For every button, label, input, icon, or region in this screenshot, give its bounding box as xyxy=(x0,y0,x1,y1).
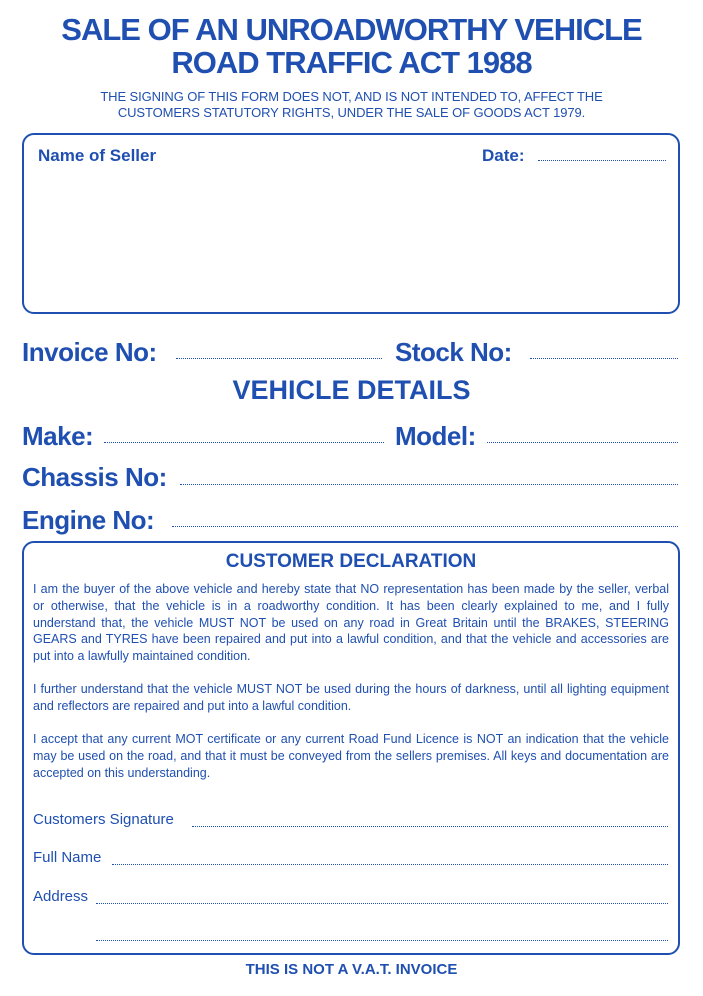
invoice-no-field[interactable] xyxy=(176,358,382,359)
vehicle-details-heading: VEHICLE DETAILS xyxy=(232,375,471,405)
form-title-line-1: SALE OF AN UNROADWORTHY VEHICLE xyxy=(61,12,642,47)
engine-no-label: Engine No: xyxy=(22,505,155,535)
seller-box[interactable] xyxy=(22,133,680,314)
chassis-no-label: Chassis No: xyxy=(22,462,167,492)
notice-line-2: CUSTOMERS STATUTORY RIGHTS, UNDER THE SALE OF GOODS ACT 1979. xyxy=(117,105,586,120)
customer-signature-label: Customers Signature xyxy=(33,811,174,828)
notice-line-1: THE SIGNING OF THIS FORM DOES NOT, AND IS NOT INTENDED TO, AFFECT THE xyxy=(100,89,603,104)
full-name-field[interactable] xyxy=(112,864,668,865)
chassis-no-field[interactable] xyxy=(180,484,678,485)
declaration-heading: CUSTOMER DECLARATION xyxy=(225,551,477,572)
stock-no-label: Stock No: xyxy=(395,337,512,367)
customer-declaration-box xyxy=(22,541,680,955)
address-label: Address xyxy=(33,888,89,905)
make-field[interactable] xyxy=(104,442,384,443)
date-label: Date: xyxy=(482,146,525,165)
seller-name-label: Name of Seller xyxy=(38,146,157,165)
model-field[interactable] xyxy=(487,442,678,443)
customer-signature-field[interactable] xyxy=(192,826,668,827)
address-field-line-1[interactable] xyxy=(96,903,668,904)
address-field-line-2[interactable] xyxy=(96,940,668,941)
declaration-paragraph-2: I further understand that the vehicle MUST NOT be used during the hours of darkness, until all lighting equipment and reflectors are repaired and put into a lawful condition. xyxy=(33,682,669,713)
make-label: Make: xyxy=(22,421,94,451)
declaration-paragraph-1: I am the buyer of the above vehicle and hereby state that NO representation has been made by the seller, verbal or otherwise, that the vehicle is in a roadworthy condition. It has been clearly explained to me, and I fully understand that, the vehicle MUST NOT be used on any road in Great Britain until the BRAKES, STEERING GEARS and TYRES have been repaired and put into a lawful condition, and that the vehicle and accessories are put into a lawfully maintained condition. xyxy=(33,582,669,664)
model-label: Model: xyxy=(395,421,476,451)
declaration-paragraph-3: I accept that any current MOT certificate or any current Road Fund Licence is NOT an indication that the vehicle may be used on the road, and that it must be conveyed from the sellers premises. All keys and documentation are accepted on this understanding. xyxy=(33,732,669,780)
full-name-label: Full Name xyxy=(33,849,102,866)
not-vat-invoice-note: THIS IS NOT A V.A.T. INVOICE xyxy=(245,961,458,978)
date-field[interactable] xyxy=(538,160,666,161)
invoice-no-label: Invoice No: xyxy=(22,337,157,367)
statutory-rights-notice xyxy=(20,89,683,121)
engine-no-field[interactable] xyxy=(172,526,678,527)
stock-no-field[interactable] xyxy=(530,358,678,359)
form-title-line-2: ROAD TRAFFIC ACT 1988 xyxy=(171,45,532,80)
